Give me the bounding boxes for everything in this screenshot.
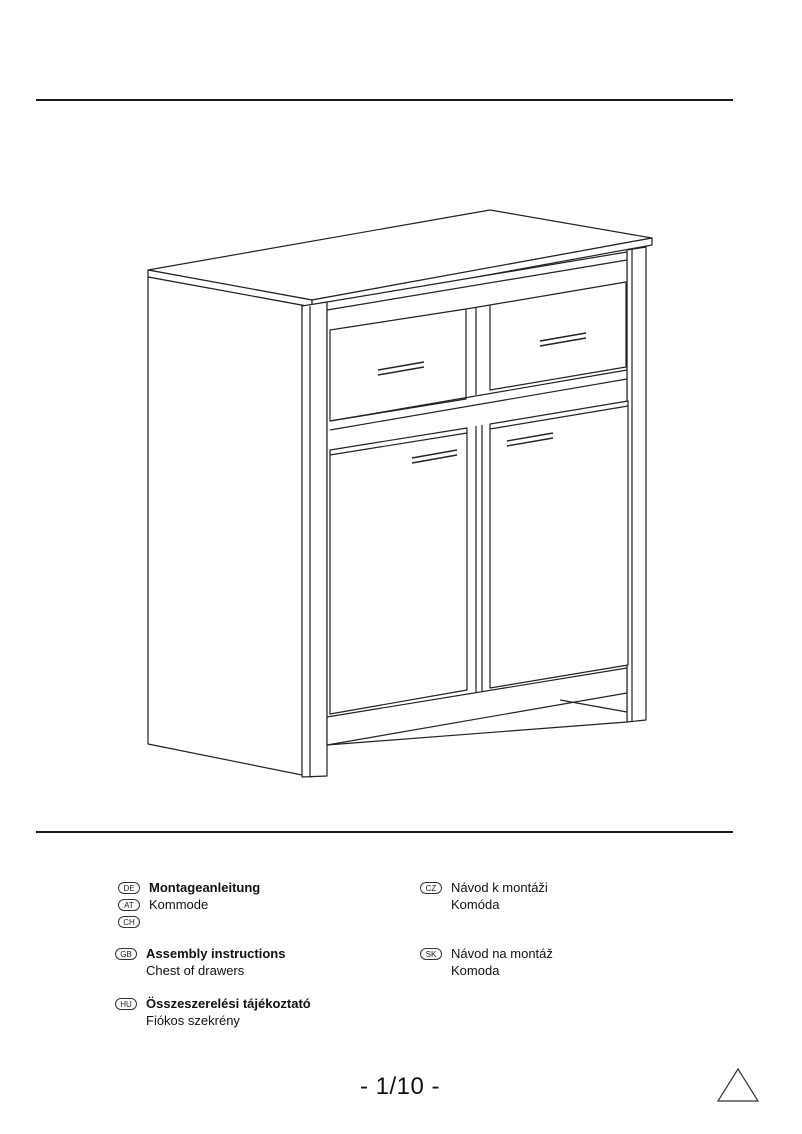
lang-subtitle-gb: Chest of drawers [146,963,245,978]
country-badge-cz: CZ [420,882,442,894]
country-badge-de: DE [118,882,140,894]
country-badge-gb: GB [115,948,137,960]
country-badge-ch: CH [118,916,140,928]
country-badge-at: AT [118,899,140,911]
lang-title-de: Montageanleitung [149,880,261,895]
country-badge-sk: SK [420,948,442,960]
lang-block-sk [420,945,553,979]
lang-subtitle-de: Kommode [149,897,209,912]
lang-block-gb [115,945,285,979]
warning-triangle-icon [716,1067,760,1103]
lang-block-hu [115,995,311,1029]
lang-title-sk: Návod na montáž [451,946,553,961]
lang-subtitle-cz: Komóda [451,897,500,912]
lang-subtitle-hu: Fiókos szekrény [146,1013,240,1028]
lang-title-hu: Összeszerelési tájékoztató [146,996,311,1011]
lang-subtitle-sk: Komoda [451,963,500,978]
country-badge-hu: HU [115,998,137,1010]
lang-title-gb: Assembly instructions [146,946,286,961]
bottom-divider [36,831,733,833]
page-number: - 1/10 - [359,1073,441,1100]
lang-block-de [118,879,260,930]
lang-block-cz [420,879,548,913]
lang-title-cz: Návod k montáži [451,880,548,895]
